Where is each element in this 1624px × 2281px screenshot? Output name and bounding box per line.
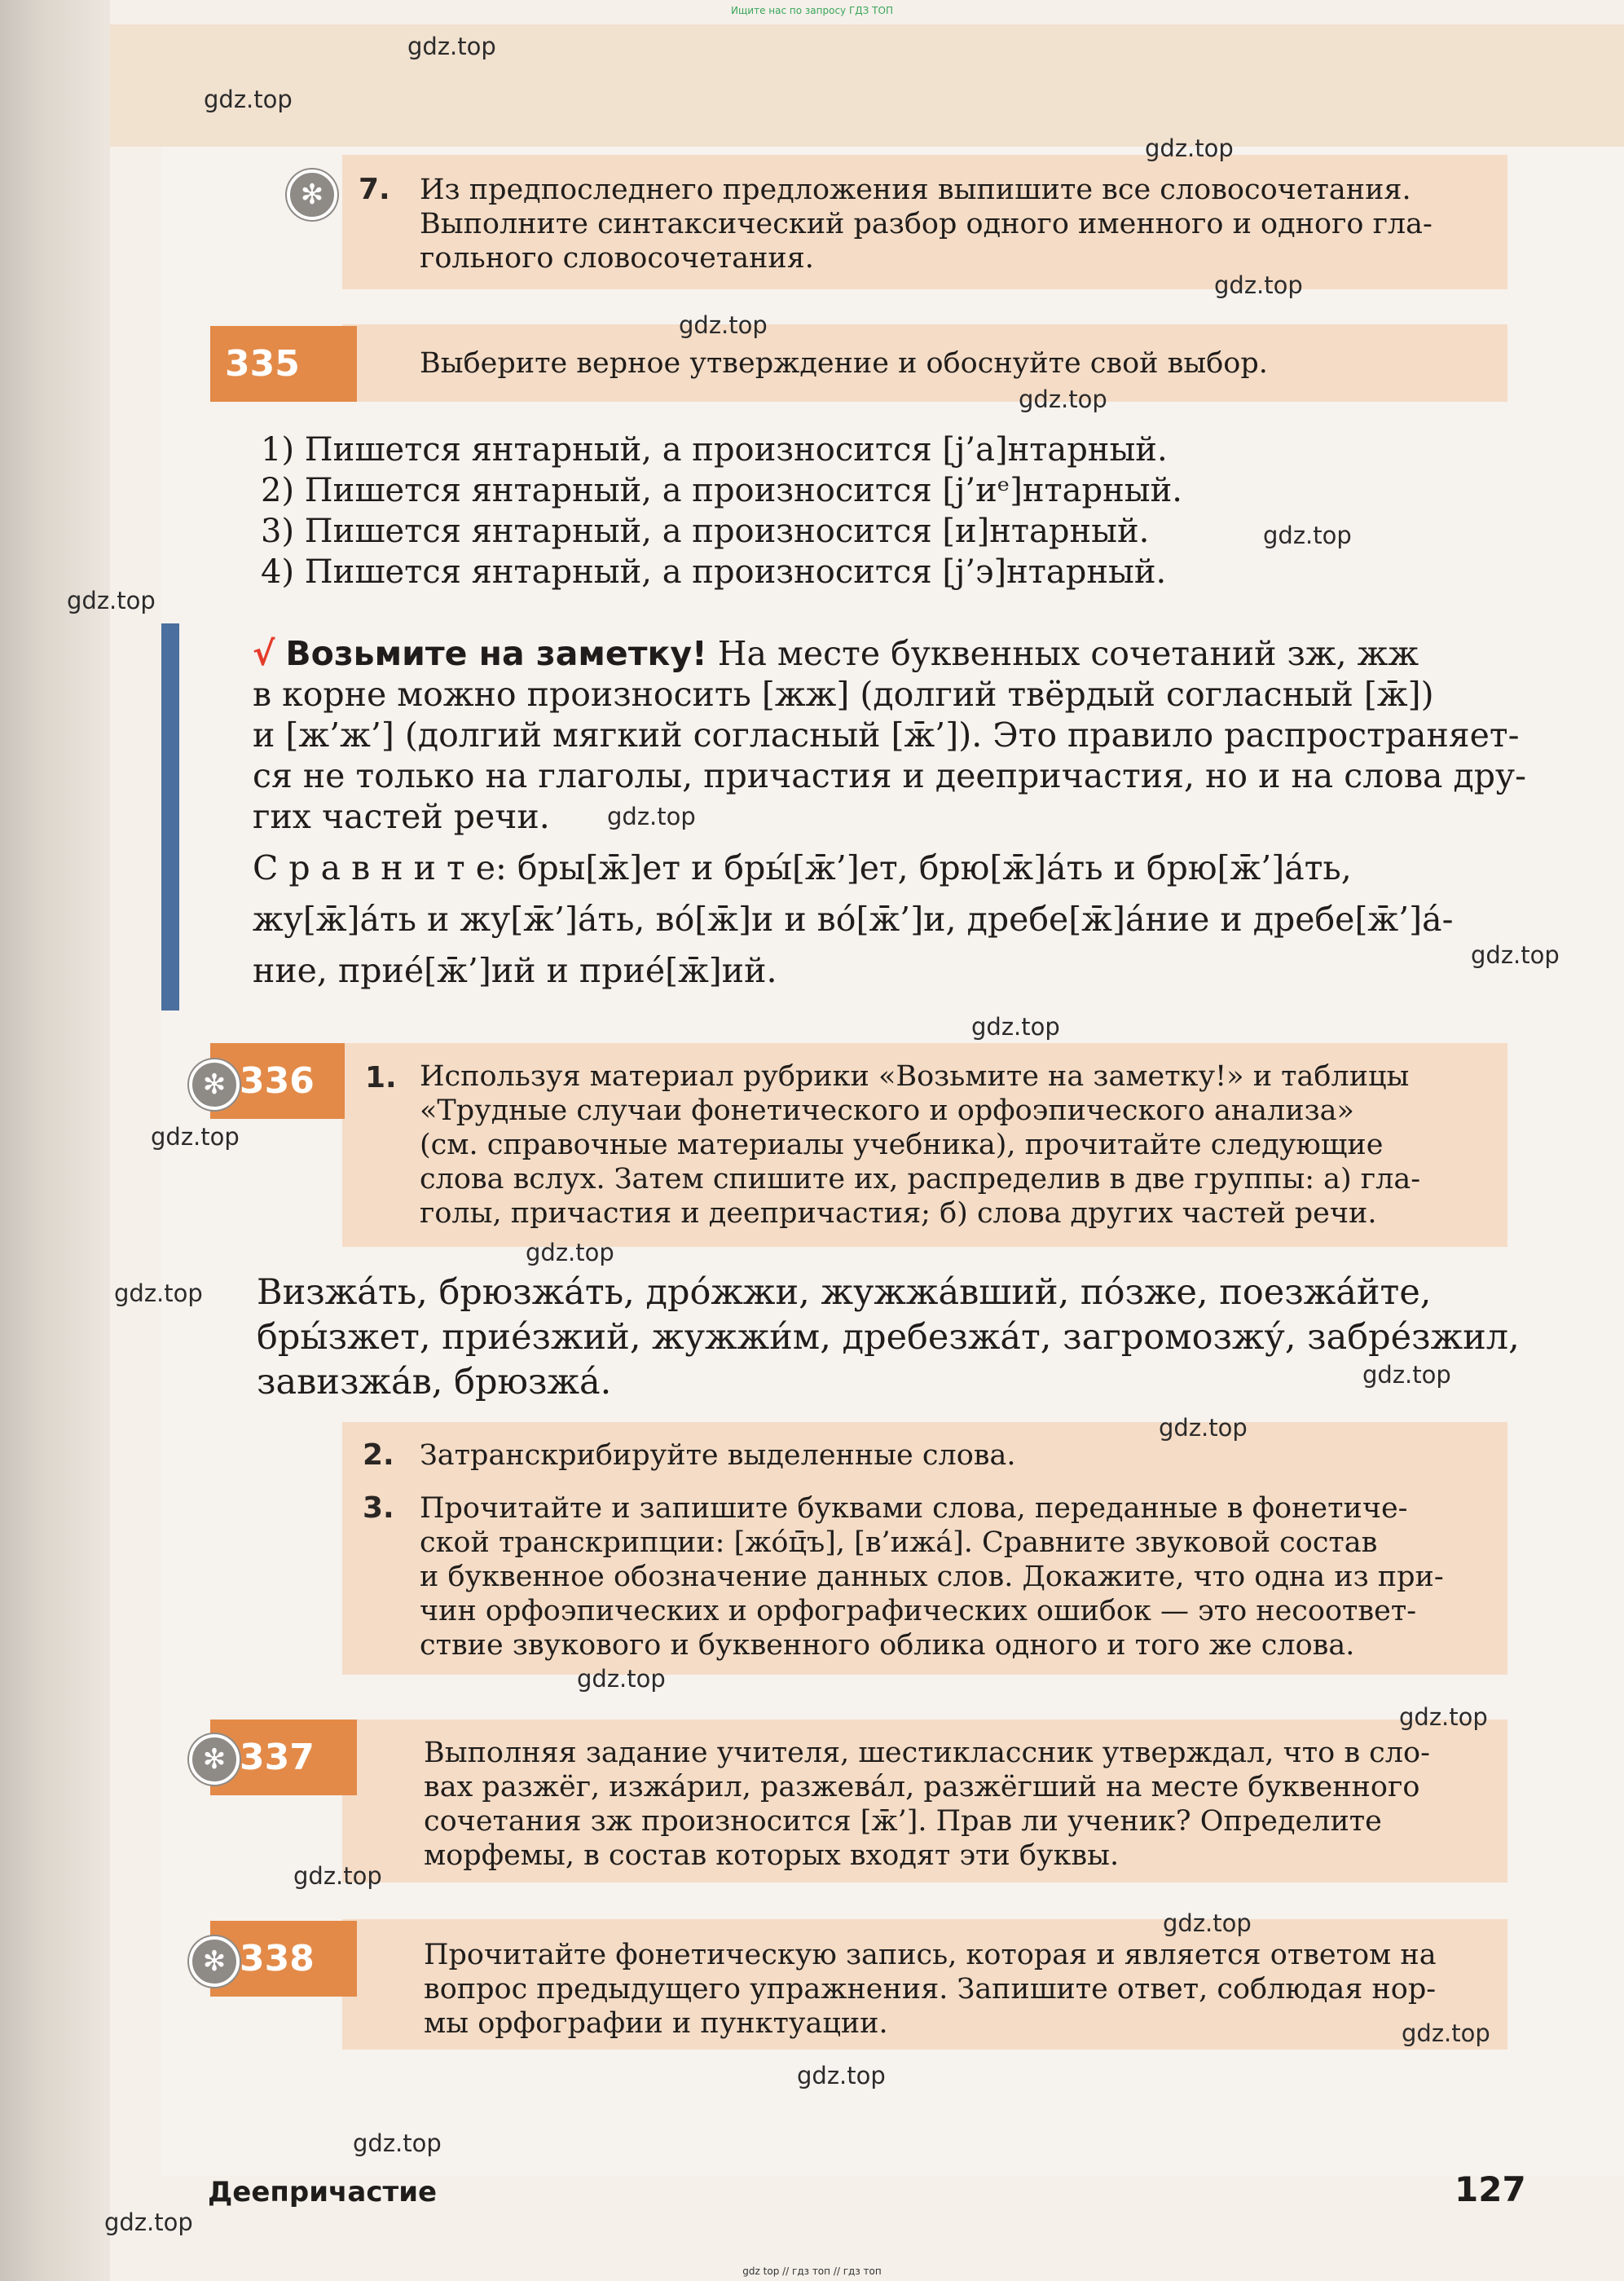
exercise-number-336: 336 [210, 1043, 345, 1119]
gear-icon: ✻ [189, 1059, 240, 1110]
ex338-line: мы орфографии и пунктуации. [424, 2007, 888, 2040]
ex337-line: сочетания зж произносится [ж̄’]. Прав ли ученик? Определите [424, 1805, 1382, 1838]
ex335-instruction: Выберите верное утверждение и обоснуйте свой выбор. [420, 347, 1268, 380]
note-line: На месте буквенных сочетаний зж, жж [706, 634, 1419, 673]
top-notice: Ищите нас по запросу ГДЗ ТОП [731, 5, 893, 16]
watermark: gdz.top [1163, 1909, 1252, 1937]
ex335-option: 3) Пишется янтарный, а произносится [и]нтарный. [261, 513, 1150, 550]
task2-number: 2. [363, 1438, 394, 1472]
task3-line: ствие звукового и буквенного облика одного и того же слова. [420, 1629, 1355, 1662]
task7-line: Из предпоследнего предложения выпишите все словосочетания. [420, 174, 1411, 206]
gear-icon: ✻ [287, 170, 337, 220]
task3-line: чин орфоэпических и орфографических ошибок — это несоответ- [420, 1595, 1417, 1627]
task3-number: 3. [363, 1491, 394, 1525]
task3-line: Прочитайте и запишите буквами слова, переданные в фонетиче- [420, 1492, 1408, 1525]
watermark: gdz.top [1214, 271, 1303, 299]
task1-line: Используя материал рубрики «Возьмите на заметку!» и таблицы [420, 1060, 1410, 1093]
gear-icon: ✻ [189, 1936, 240, 1987]
ex338-line: Прочитайте фонетическую запись, которая и является ответом на [424, 1939, 1437, 1971]
note-first-line [253, 633, 1419, 674]
watermark: gdz.top [353, 2129, 442, 2157]
ex336-task3-text [420, 1491, 1444, 1662]
exercise-number-337: 337 [210, 1720, 357, 1795]
ex336-task1-text [420, 1059, 1420, 1231]
watermark: gdz.top [971, 1013, 1060, 1041]
task1-number: 1. [365, 1061, 397, 1094]
watermark: gdz.top [114, 1279, 203, 1307]
book-spine [0, 0, 110, 2281]
note-line: в корне можно произносить [жж] (долгий твёрдый согласный [ж̄]) [253, 675, 1434, 714]
watermark: gdz.top [526, 1239, 614, 1266]
watermark: gdz.top [151, 1123, 240, 1151]
ex337-text [424, 1736, 1430, 1873]
task1-line: голы, причастия и деепричастия; б) слова других частей речи. [420, 1197, 1377, 1230]
watermark: gdz.top [204, 86, 293, 113]
note-line: гих частей речи. [253, 797, 550, 836]
watermark: gdz.top [1362, 1361, 1451, 1389]
gear-icon: ✻ [189, 1734, 240, 1785]
task7-text [420, 173, 1495, 275]
task3-line: и буквенное обозначение данных слов. Докажите, что одна из при- [420, 1561, 1444, 1593]
ex337-line: вах разжёг, изжа́рил, разжева́л, разжёгший на месте буквенного [424, 1771, 1420, 1803]
bottom-notice: gdz top // гдз топ // гдз топ [742, 2266, 882, 2277]
ex335-option: 4) Пишется янтарный, а произносится [j’э]нтарный. [261, 553, 1167, 591]
watermark: gdz.top [1263, 522, 1352, 549]
task1-line: слова вслух. Затем спишите их, распределив в две группы: а) гла- [420, 1163, 1421, 1196]
task7-line: Выполните синтаксический разбор одного именного и одного гла- [420, 208, 1433, 240]
watermark: gdz.top [1471, 941, 1560, 969]
watermark: gdz.top [679, 311, 768, 339]
watermark: gdz.top [104, 2208, 193, 2236]
watermark: gdz.top [407, 33, 496, 60]
watermark: gdz.top [797, 2062, 886, 2089]
check-icon: √ [253, 634, 275, 673]
exercise-number-335: 335 [210, 326, 357, 402]
watermark: gdz.top [1019, 385, 1107, 413]
note-heading: Возьмите на заметку! [285, 634, 707, 673]
task1-line: «Трудные случаи фонетического и орфоэпического анализа» [420, 1094, 1354, 1127]
watermark: gdz.top [1399, 1703, 1488, 1731]
watermark: gdz.top [67, 587, 156, 614]
watermark: gdz.top [293, 1862, 382, 1890]
ex337-line: морфемы, в состав которых входят эти буквы. [424, 1839, 1120, 1872]
watermark: gdz.top [577, 1665, 666, 1693]
ex338-text [424, 1938, 1437, 2041]
note-line: ся не только на глаголы, причастия и деепричастия, но и на слова дру- [253, 756, 1526, 795]
ex338-line: вопрос предыдущего упражнения. Запишите ответ, соблюдая нор- [424, 1973, 1437, 2006]
watermark: gdz.top [607, 803, 696, 830]
task2-text: Затранскрибируйте выделенные слова. [420, 1439, 1016, 1472]
watermark: gdz.top [1145, 134, 1234, 162]
ex337-line: Выполняя задание учителя, шестиклассник утверждал, что в сло- [424, 1737, 1430, 1769]
word-line: Визжа́ть, брюзжа́ть, дро́жжи, жужжа́вший, по́зже, поезжа́йте, [257, 1272, 1432, 1313]
watermark: gdz.top [1159, 1414, 1248, 1442]
ex335-option: 2) Пишется янтарный, а произносится [j’иᵉ]нтарный. [261, 472, 1182, 509]
word-line: бры́зжет, прие́зжий, жужжи́м, дребезжа́т, загромозжу́, забре́зжил, [257, 1317, 1520, 1358]
task7-number: 7. [359, 173, 390, 206]
exercise-number-338: 338 [210, 1921, 357, 1997]
footer-section-title: Деепричастие [208, 2176, 438, 2208]
note-compare-line: жу[ж̄]а́ть и жу[ж̄’]а́ть, во́[ж̄]и и во́[ж̄’]и, дребе[ж̄]а́ние и дребе[ж̄’]а́- [253, 900, 1454, 939]
note-compare-line: С р а в н и т е: бры[ж̄]ет и бры́[ж̄’]ет, брю[ж̄]а́ть и брю[ж̄’]а́ть, [253, 848, 1352, 887]
page-number: 127 [1455, 2169, 1526, 2209]
top-band [110, 24, 1624, 147]
ex335-option: 1) Пишется янтарный, а произносится [j’а]нтарный. [261, 431, 1168, 469]
note-compare-line: ние, прие́[ж̄’]ий и прие́[ж̄]ий. [253, 951, 777, 990]
task7-line: гольного словосочетания. [420, 242, 814, 275]
note-bar [161, 623, 179, 1011]
note-line: и [ж’ж’] (долгий мягкий согласный [ж̄’]). Это правило распространяет- [253, 716, 1520, 755]
task3-line: ской транскрипции: [жо́ц̄ъ], [в’ижа́]. Сравните звуковой состав [420, 1526, 1378, 1559]
word-line: завизжа́в, брюзжа́. [257, 1362, 612, 1403]
watermark: gdz.top [1402, 2019, 1490, 2047]
task1-line: (см. справочные материалы учебника), прочитайте следующие [420, 1129, 1384, 1161]
